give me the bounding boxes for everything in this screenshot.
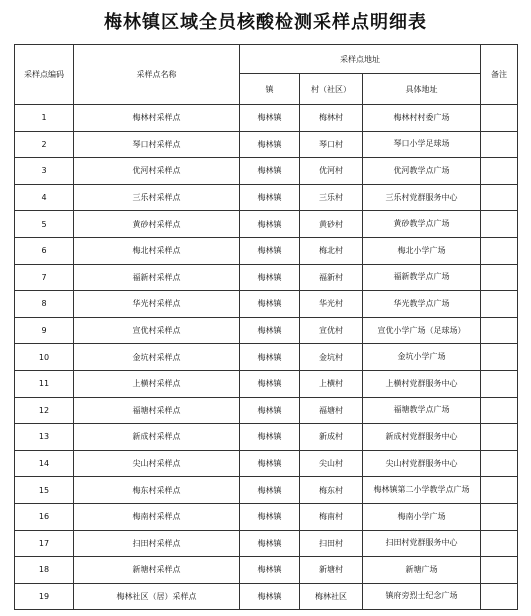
cell-town: 梅林镇 [240,477,300,504]
cell-name: 梅东村采样点 [74,477,240,504]
cell-town: 梅林镇 [240,397,300,424]
cell-no: 10 [15,344,74,371]
cell-detail: 三乐村党群服务中心 [363,184,481,211]
cell-no: 4 [15,184,74,211]
cell-note [481,158,518,185]
cell-village: 黄砂村 [300,211,363,238]
cell-name: 新塘村采样点 [74,557,240,584]
cell-note [481,583,518,610]
cell-town: 梅林镇 [240,344,300,371]
header-town: 镇 [240,74,300,105]
cell-name: 梅林村采样点 [74,105,240,132]
table-row [15,583,518,610]
cell-note [481,211,518,238]
cell-note [481,291,518,318]
cell-detail: 上横村党群服务中心 [363,370,481,397]
cell-name: 优河村采样点 [74,158,240,185]
cell-name: 宣优村采样点 [74,317,240,344]
cell-no: 11 [15,370,74,397]
cell-village: 梅南村 [300,503,363,530]
header-note: 备注 [481,45,518,105]
cell-town: 梅林镇 [240,530,300,557]
cell-village: 华光村 [300,291,363,318]
cell-town: 梅林镇 [240,131,300,158]
cell-village: 扫田村 [300,530,363,557]
cell-detail: 宣优小学广场（足球场） [363,317,481,344]
cell-town: 梅林镇 [240,158,300,185]
cell-note [481,184,518,211]
cell-town: 梅林镇 [240,211,300,238]
cell-note [481,557,518,584]
cell-town: 梅林镇 [240,264,300,291]
cell-town: 梅林镇 [240,184,300,211]
cell-no: 5 [15,211,74,238]
cell-no: 8 [15,291,74,318]
cell-note [481,317,518,344]
table-row [15,424,518,451]
cell-no: 16 [15,503,74,530]
cell-detail: 华光教学点广场 [363,291,481,318]
sampling-points-table [14,44,518,610]
table-row [15,131,518,158]
table-row [15,317,518,344]
cell-name: 华光村采样点 [74,291,240,318]
table-row [15,184,518,211]
table-row [15,291,518,318]
cell-no: 1 [15,105,74,132]
cell-no: 13 [15,424,74,451]
cell-detail: 福塘教学点广场 [363,397,481,424]
table-row [15,477,518,504]
cell-name: 扫田村采样点 [74,530,240,557]
cell-detail: 扫田村党群服务中心 [363,530,481,557]
cell-note [481,424,518,451]
cell-note [481,530,518,557]
cell-town: 梅林镇 [240,450,300,477]
cell-no: 19 [15,583,74,610]
header-detail: 具体地址 [363,74,481,105]
table-row [15,105,518,132]
cell-name: 黄砂村采样点 [74,211,240,238]
cell-note [481,370,518,397]
header-no: 采样点编码 [15,45,74,105]
cell-town: 梅林镇 [240,105,300,132]
cell-name: 金坑村采样点 [74,344,240,371]
cell-note [481,477,518,504]
table-row [15,344,518,371]
cell-detail: 黄砂教学点广场 [363,211,481,238]
table-row [15,397,518,424]
cell-name: 上横村采样点 [74,370,240,397]
cell-name: 福塘村采样点 [74,397,240,424]
header-address-group: 采样点地址 [240,45,481,74]
cell-name: 三乐村采样点 [74,184,240,211]
cell-detail: 金坑小学广场 [363,344,481,371]
cell-detail: 梅北小学广场 [363,237,481,264]
page-title: 梅林镇区域全员核酸检测采样点明细表 [104,12,427,33]
cell-village: 金坑村 [300,344,363,371]
cell-no: 7 [15,264,74,291]
cell-note [481,503,518,530]
cell-village: 梅林社区 [300,583,363,610]
cell-note [481,264,518,291]
cell-detail: 优河教学点广场 [363,158,481,185]
table-row [15,158,518,185]
cell-village: 三乐村 [300,184,363,211]
cell-detail: 尖山村党群服务中心 [363,450,481,477]
table-row [15,370,518,397]
table-row [15,450,518,477]
cell-name: 梅林社区（居）采样点 [74,583,240,610]
cell-village: 福塘村 [300,397,363,424]
cell-town: 梅林镇 [240,583,300,610]
table-row [15,264,518,291]
cell-no: 3 [15,158,74,185]
cell-town: 梅林镇 [240,503,300,530]
cell-note [481,131,518,158]
cell-village: 尖山村 [300,450,363,477]
cell-village: 梅林村 [300,105,363,132]
cell-name: 琴口村采样点 [74,131,240,158]
cell-village: 宣优村 [300,317,363,344]
cell-detail: 梅林镇第二小学教学点广场 [363,477,481,504]
cell-note [481,237,518,264]
cell-name: 梅北村采样点 [74,237,240,264]
header-village: 村（社区） [300,74,363,105]
cell-village: 新塘村 [300,557,363,584]
cell-detail: 新塘广场 [363,557,481,584]
cell-note [481,450,518,477]
cell-name: 尖山村采样点 [74,450,240,477]
cell-no: 12 [15,397,74,424]
header-name: 采样点名称 [74,45,240,105]
cell-town: 梅林镇 [240,424,300,451]
cell-no: 9 [15,317,74,344]
cell-town: 梅林镇 [240,291,300,318]
cell-town: 梅林镇 [240,557,300,584]
cell-village: 琴口村 [300,131,363,158]
cell-town: 梅林镇 [240,317,300,344]
cell-village: 优河村 [300,158,363,185]
cell-detail: 新成村党群服务中心 [363,424,481,451]
cell-village: 新成村 [300,424,363,451]
cell-town: 梅林镇 [240,237,300,264]
cell-no: 17 [15,530,74,557]
cell-detail: 福新教学点广场 [363,264,481,291]
cell-detail: 梅林村村委广场 [363,105,481,132]
cell-detail: 镇府旁烈士纪念广场 [363,583,481,610]
cell-village: 上横村 [300,370,363,397]
cell-no: 6 [15,237,74,264]
table-row [15,211,518,238]
cell-no: 18 [15,557,74,584]
table-body [15,105,518,610]
cell-village: 福新村 [300,264,363,291]
table-row [15,503,518,530]
cell-detail: 琴口小学足球场 [363,131,481,158]
table-row [15,237,518,264]
cell-note [481,344,518,371]
table-row [15,530,518,557]
cell-name: 福新村采样点 [74,264,240,291]
cell-note [481,105,518,132]
cell-village: 梅东村 [300,477,363,504]
cell-no: 2 [15,131,74,158]
cell-village: 梅北村 [300,237,363,264]
cell-no: 14 [15,450,74,477]
cell-note [481,397,518,424]
cell-detail: 梅南小学广场 [363,503,481,530]
cell-no: 15 [15,477,74,504]
cell-name: 梅南村采样点 [74,503,240,530]
table-row [15,557,518,584]
cell-town: 梅林镇 [240,370,300,397]
cell-name: 新成村采样点 [74,424,240,451]
